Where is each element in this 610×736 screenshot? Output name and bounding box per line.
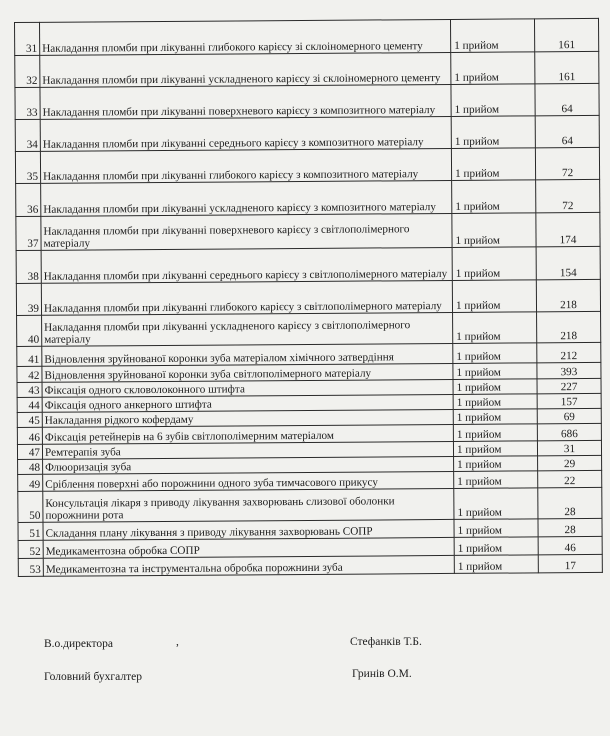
price-cell: 218 — [537, 311, 601, 342]
unit-cell: 1 прийом — [451, 52, 535, 85]
unit-cell: 1 прийом — [453, 409, 537, 425]
row-number-cell: 37 — [16, 216, 41, 250]
table-row — [15, 51, 599, 87]
unit-cell: 1 прийом — [454, 555, 538, 574]
row-number-cell: 50 — [18, 491, 43, 522]
procedure-name-cell: Консультація лікаря з приводу лікування захворювань слизової оболонки порожнини рота — [43, 488, 454, 522]
unit-cell: 1 прийом — [453, 441, 537, 457]
unit-cell: 1 прийом — [451, 148, 535, 181]
procedure-name-cell: Накладання пломби при лікуванні ускладненого карієсу з світлополімерного матеріалу — [42, 312, 453, 346]
procedure-name-cell: Фіксація одного скловолоконного штифта — [42, 379, 453, 397]
procedure-name-cell: Накладання пломби при лікуванні поверхневого карієсу з композитного матеріалу — [40, 84, 451, 119]
unit-cell: 1 прийом — [452, 247, 536, 281]
row-number-cell: 41 — [17, 346, 42, 366]
row-number-cell: 35 — [15, 151, 40, 183]
price-cell: 174 — [536, 212, 600, 246]
unit-cell: 1 прийом — [450, 19, 534, 53]
price-cell: 28 — [538, 518, 602, 536]
unit-cell: 1 прийом — [453, 343, 537, 364]
procedure-name-cell: Флюоризація зуба — [43, 456, 454, 474]
accountant-name: Гринів О.М. — [352, 668, 412, 680]
procedure-name-cell: Накладання пломби при лікуванні глибокого карієсу зі склоіномерного цементу — [40, 19, 451, 55]
unit-cell: 1 прийом — [451, 116, 535, 149]
unit-cell: 1 прийом — [454, 456, 538, 472]
table-row — [18, 554, 602, 576]
price-cell: 161 — [534, 18, 598, 51]
row-number-cell: 40 — [17, 315, 42, 346]
director-name: Стефанків Т.Б. — [350, 636, 422, 648]
row-number-cell: 33 — [15, 87, 40, 119]
price-cell: 393 — [537, 362, 601, 378]
price-cell: 72 — [536, 179, 600, 212]
table-row — [18, 487, 602, 522]
row-number-cell: 48 — [18, 459, 43, 474]
price-cell: 218 — [536, 279, 600, 311]
procedure-name-cell: Накладання рідкого кофердаму — [42, 409, 453, 427]
table-row — [16, 179, 600, 216]
procedure-name-cell: Відновлення зруйнованої коронки зуба матеріалом хімічного затвердіння — [42, 343, 453, 366]
row-number-cell: 32 — [15, 55, 40, 87]
procedure-name-cell: Медикаментозна обробка СОПР — [43, 537, 454, 558]
price-cell: 46 — [538, 536, 602, 554]
procedure-name-cell: Медикаментозна та інструментальна обробка порожнини зуба — [43, 555, 454, 576]
unit-cell: 1 прийом — [453, 379, 537, 395]
procedure-name-cell: Накладання пломби при лікуванні глибокого карієсу з світлополімерного матеріалу — [41, 280, 452, 315]
procedure-name-cell: Накладання пломби при лікуванні глибокого карієсу з композитного матеріалу — [40, 148, 451, 183]
price-cell: 22 — [538, 470, 602, 487]
row-number-cell: 43 — [17, 382, 42, 397]
row-number-cell: 53 — [18, 558, 43, 576]
procedure-name-cell: Фіксація ретейнерів на 6 зубів світлополімерним матеріалом — [42, 424, 453, 444]
unit-cell: 1 прийом — [454, 537, 538, 556]
procedure-name-cell: Накладання пломби при лікуванні поверхневого карієсу з світлополімерного матеріалу — [41, 213, 452, 250]
procedure-name-cell: Відновлення зруйнованої коронки зуба світлополімерного матеріалу — [42, 363, 453, 382]
unit-cell: 1 прийом — [453, 394, 537, 410]
unit-cell: 1 прийом — [453, 312, 537, 344]
row-number-cell: 51 — [18, 522, 43, 540]
unit-cell: 1 прийом — [452, 180, 536, 214]
row-number-cell: 44 — [17, 397, 42, 412]
table-row — [15, 83, 599, 119]
procedure-name-cell: Складання плану лікування з приводу лікування захворювань СОПР — [43, 519, 454, 540]
row-number-cell: 52 — [18, 540, 43, 558]
procedure-name-cell: Фіксація одного анкерного штифта — [42, 394, 453, 412]
table-row — [17, 311, 601, 346]
price-cell: 227 — [537, 378, 601, 393]
price-table — [14, 18, 603, 577]
price-cell: 72 — [535, 147, 599, 179]
table-row — [16, 279, 600, 315]
table-row — [15, 18, 599, 55]
unit-cell: 1 прийом — [453, 424, 537, 442]
table-row — [15, 115, 599, 151]
price-cell: 17 — [538, 554, 602, 572]
row-number-cell: 45 — [17, 412, 42, 427]
row-number-cell: 38 — [16, 250, 41, 283]
row-number-cell: 42 — [17, 366, 42, 382]
price-cell: 154 — [536, 246, 600, 279]
price-cell: 28 — [538, 487, 602, 518]
row-number-cell: 39 — [16, 283, 41, 315]
unit-cell: 1 прийом — [452, 213, 536, 248]
procedure-name-cell: Накладання пломби при лікуванні ускладненого карієсу зі склоіномерного цементу — [40, 52, 451, 87]
procedure-name-cell: Накладання пломби при лікуванні середнього карієсу з світлополімерного матеріалу — [41, 247, 452, 283]
table-row — [16, 246, 600, 283]
unit-cell: 1 прийом — [454, 471, 538, 489]
unit-cell: 1 прийом — [454, 488, 538, 520]
price-cell: 161 — [535, 51, 599, 83]
price-cell: 31 — [537, 440, 601, 455]
row-number-cell: 47 — [17, 444, 42, 459]
row-number-cell: 46 — [17, 427, 42, 444]
table-row — [15, 147, 599, 183]
table-row — [16, 212, 600, 250]
procedure-name-cell: Накладання пломби при лікуванні середнього карієсу з композитного матеріалу — [40, 116, 451, 151]
procedure-name-cell: Ремтерапія зуба — [42, 441, 453, 459]
row-number-cell: 31 — [15, 22, 40, 55]
price-cell: 212 — [537, 342, 601, 362]
accountant-title: Головний бухгалтер — [44, 671, 142, 683]
procedure-name-cell: Сріблення поверхні або порожнини одного зуба тимчасового прикусу — [43, 471, 454, 491]
price-cell: 69 — [537, 408, 601, 423]
unit-cell: 1 прийом — [452, 280, 536, 313]
price-cell: 686 — [537, 423, 601, 440]
row-number-cell: 34 — [15, 119, 40, 151]
row-number-cell: 36 — [16, 183, 41, 216]
unit-cell: 1 прийом — [454, 519, 538, 538]
price-cell: 64 — [535, 115, 599, 147]
row-number-cell: 49 — [18, 474, 43, 491]
price-cell: 64 — [535, 83, 599, 115]
unit-cell: 1 прийом — [451, 84, 535, 117]
director-title: В.о.директора — [44, 638, 113, 650]
price-cell: 157 — [537, 393, 601, 408]
price-cell: 29 — [538, 455, 602, 470]
unit-cell: 1 прийом — [453, 363, 537, 380]
director-signature-mark: , — [176, 636, 179, 648]
procedure-name-cell: Накладання пломби при лікуванні ускладненого карієсу з композитного матеріалу — [41, 180, 452, 216]
price-table-body — [15, 18, 603, 576]
